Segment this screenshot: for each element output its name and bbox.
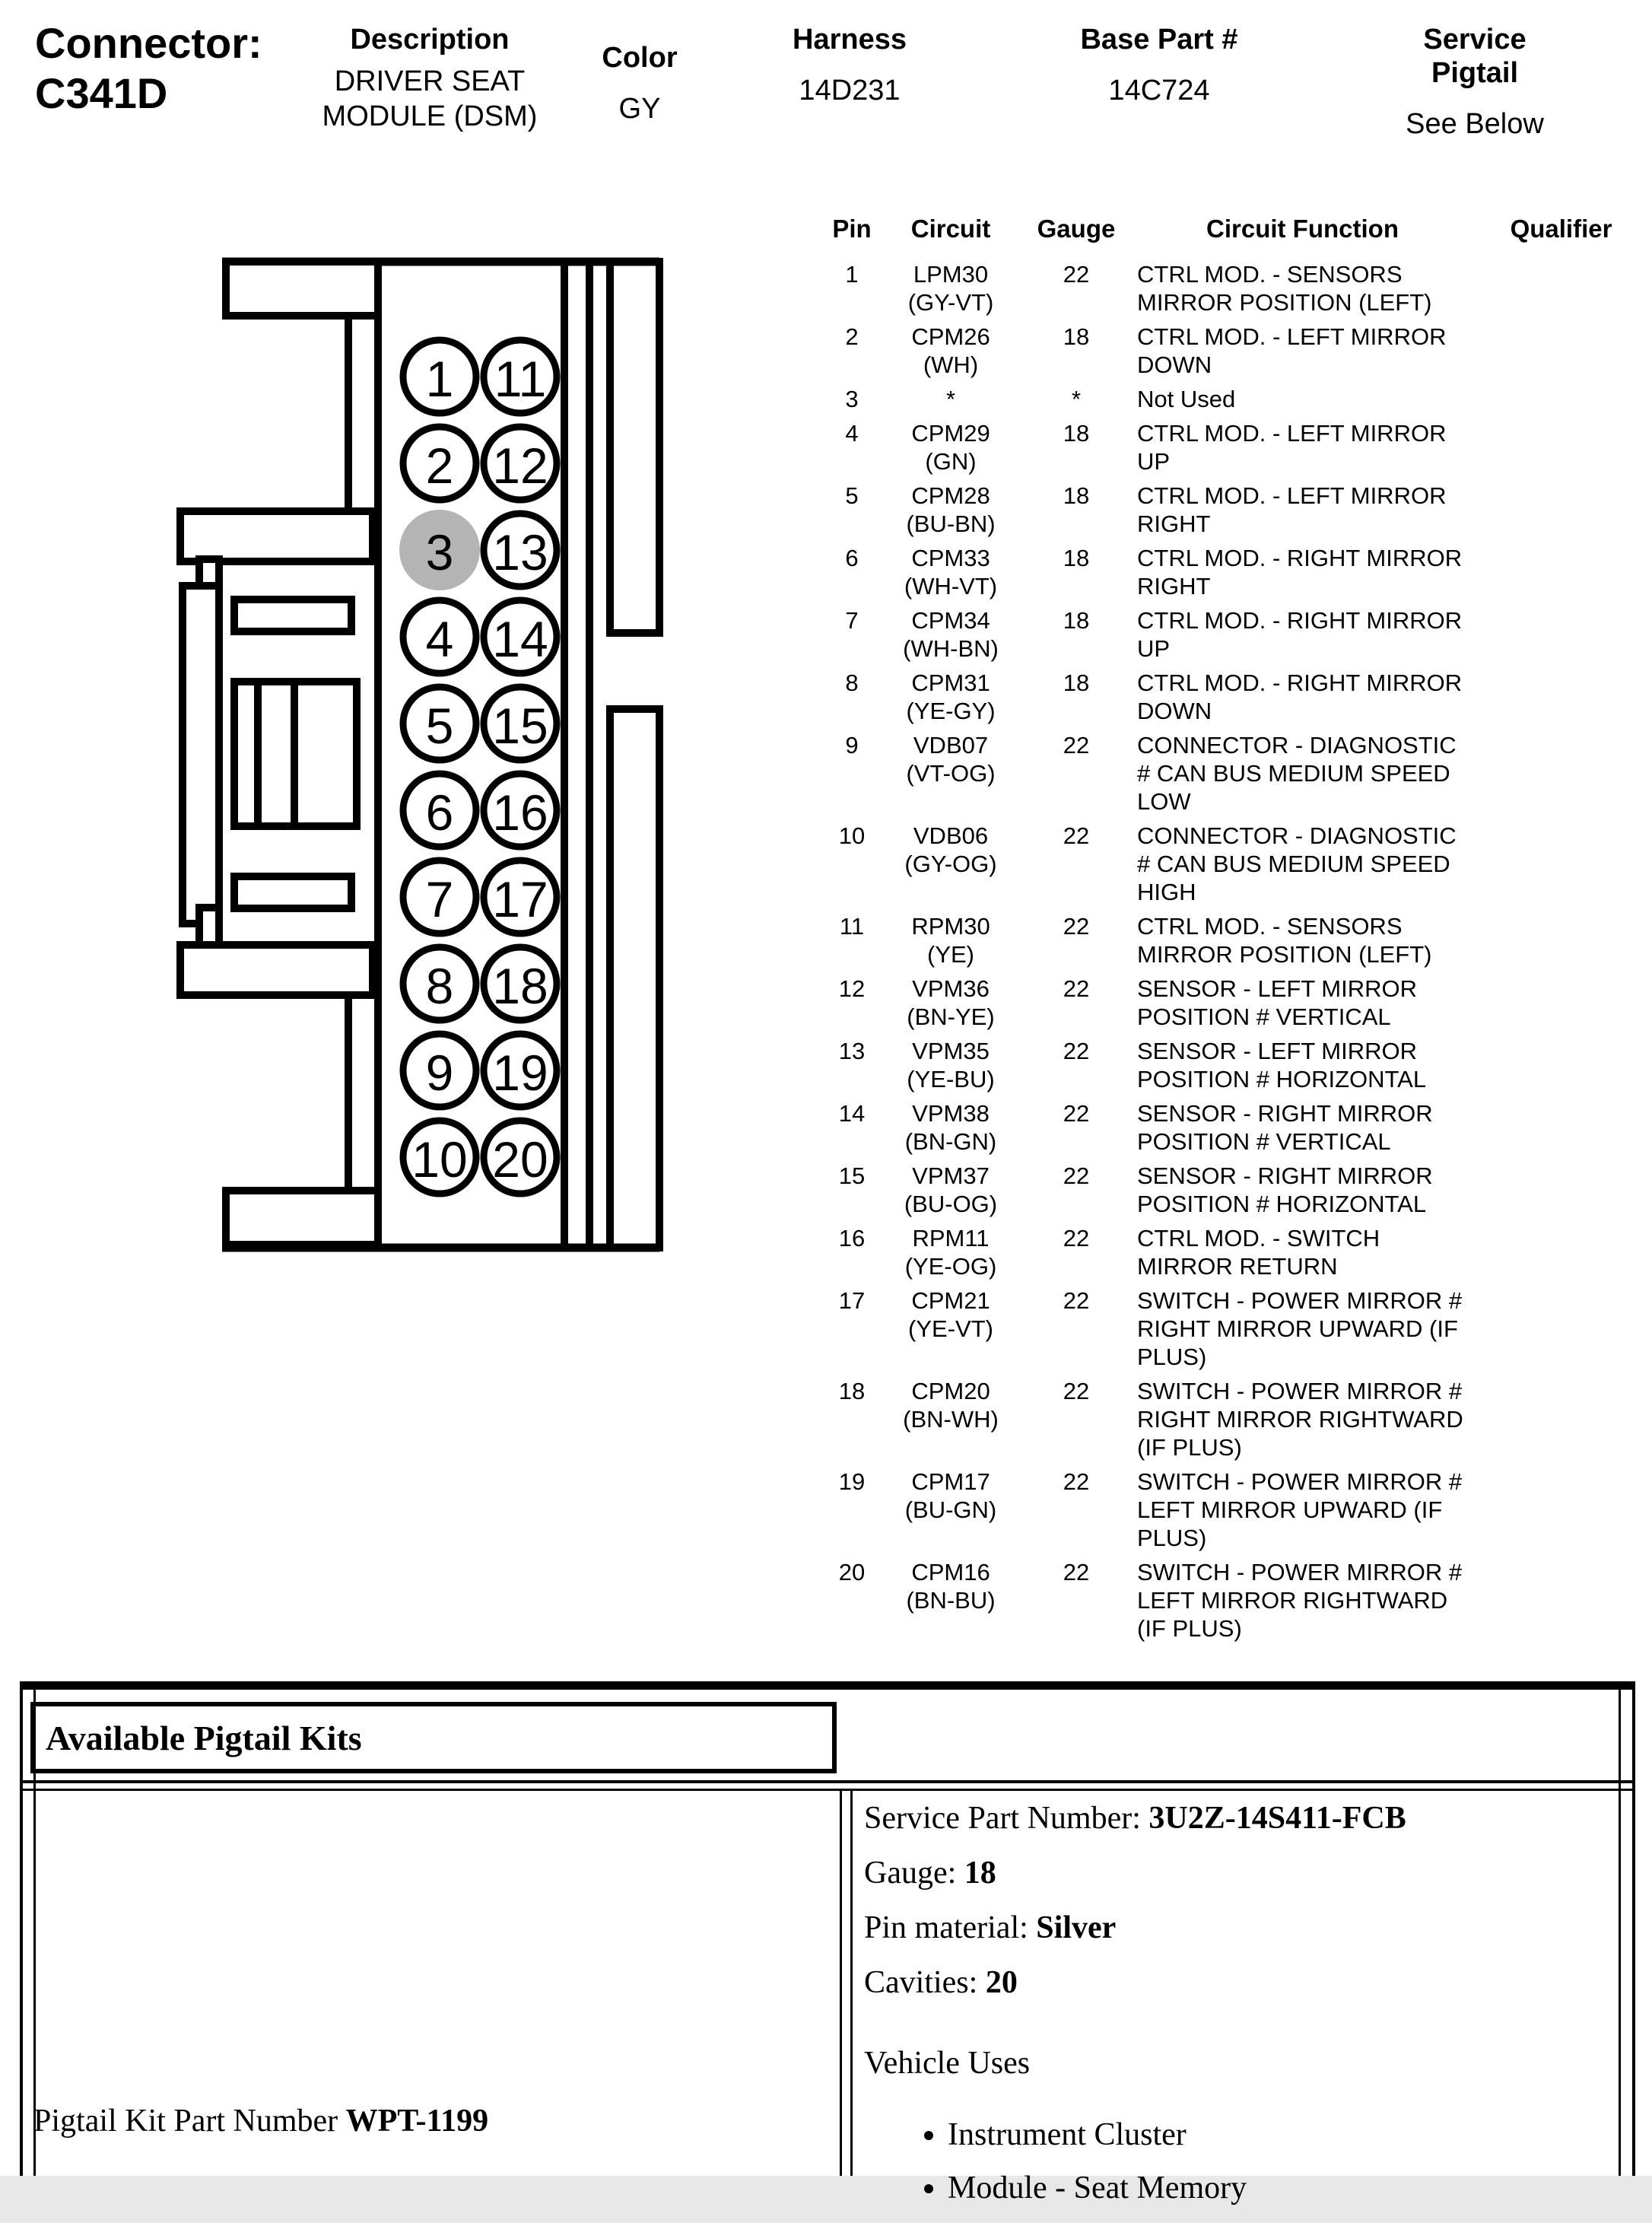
service-pigtail-value: See Below bbox=[1406, 108, 1544, 140]
col-header-function: Circuit Function bbox=[1206, 215, 1399, 243]
circuit-cell bbox=[878, 975, 1023, 1031]
pin-label-14: 14 bbox=[492, 611, 548, 667]
circuit-code: CPM28 bbox=[911, 482, 990, 509]
vehicle-use-item: • Instrument Cluster bbox=[948, 2116, 1609, 2153]
connector-title bbox=[35, 18, 262, 119]
gauge-cell: 22 bbox=[1063, 1225, 1090, 1251]
pin-label-16: 16 bbox=[492, 784, 548, 841]
circuit-function-cell: CTRL MOD. - LEFT MIRROR DOWN bbox=[1137, 323, 1447, 378]
pin-row bbox=[825, 482, 1647, 538]
circuit-code: VPM36 bbox=[912, 975, 990, 1002]
col-header-qualifier: Qualifier bbox=[1510, 215, 1612, 243]
circuit-code: VPM35 bbox=[912, 1038, 990, 1064]
pin-number-cell: 1 bbox=[845, 261, 859, 288]
circuit-cell bbox=[878, 419, 1023, 475]
pin-label-11: 11 bbox=[494, 351, 547, 407]
bottom-tab bbox=[226, 1191, 378, 1245]
service-detail-line bbox=[864, 1800, 1609, 1837]
qualifier-cell bbox=[1476, 669, 1647, 725]
description-value: DRIVER SEAT MODULE (DSM) bbox=[322, 65, 538, 132]
wire-color-code: (YE-GY) bbox=[906, 698, 996, 724]
qualifier-cell bbox=[1476, 323, 1647, 379]
detail-value: 20 bbox=[985, 1965, 1018, 2000]
pin-label-4: 4 bbox=[425, 611, 454, 667]
qualifier-cell bbox=[1476, 419, 1647, 475]
qualifier-cell bbox=[1476, 1558, 1647, 1643]
circuit-code: CPM16 bbox=[911, 1559, 990, 1585]
circuit-cell bbox=[878, 1468, 1023, 1552]
wire-color-code: (VT-OG) bbox=[906, 760, 996, 787]
row-divider-2 bbox=[20, 1789, 1635, 1791]
service-pigtail-label: Service Pigtail bbox=[1423, 24, 1527, 89]
wire-color-code: (GY-VT) bbox=[907, 289, 994, 316]
wire-color-code: (WH) bbox=[923, 351, 979, 378]
harness-label: Harness bbox=[793, 24, 907, 56]
wire-color-code: (BU-BN) bbox=[906, 510, 996, 537]
outer-border-right-2 bbox=[1619, 1690, 1621, 2176]
pin-number-cell: 17 bbox=[838, 1287, 866, 1314]
pin-number-cell: 10 bbox=[838, 822, 866, 849]
pin-label-6: 6 bbox=[425, 784, 454, 841]
circuit-cell bbox=[878, 1558, 1023, 1643]
right-rib-upper bbox=[610, 262, 659, 633]
qualifier-cell bbox=[1476, 482, 1647, 538]
wire-color-code: (WH-VT) bbox=[904, 573, 998, 599]
detail-value: 18 bbox=[964, 1856, 996, 1891]
service-part-details bbox=[864, 1800, 1609, 2001]
pin-row bbox=[825, 323, 1647, 379]
circuit-cell bbox=[878, 1037, 1023, 1093]
circuit-code: RPM30 bbox=[911, 913, 990, 940]
latch-rail-lower bbox=[234, 876, 351, 908]
header-col-service-pigtail bbox=[1387, 23, 1564, 142]
pin-label-12: 12 bbox=[492, 437, 548, 494]
pigtail-kit-part-number: Pigtail Kit Part Number WPT-1199 bbox=[33, 2104, 489, 2139]
service-detail-line bbox=[864, 1964, 1609, 2001]
latch-tall-bar bbox=[183, 586, 219, 924]
header-col-harness bbox=[793, 23, 907, 108]
available-pigtail-kits-title: Available Pigtail Kits bbox=[46, 1718, 362, 1757]
qualifier-cell bbox=[1476, 544, 1647, 600]
gauge-cell: 22 bbox=[1063, 1468, 1090, 1495]
detail-label: Service Part Number: bbox=[864, 1801, 1149, 1836]
gauge-cell: 18 bbox=[1063, 669, 1090, 696]
qualifier-cell bbox=[1476, 912, 1647, 968]
pin-number-cell: 9 bbox=[845, 732, 859, 758]
pin-row bbox=[825, 1099, 1647, 1156]
gauge-cell: 22 bbox=[1063, 1100, 1090, 1127]
gauge-cell: 22 bbox=[1063, 913, 1090, 940]
qualifier-cell bbox=[1476, 1286, 1647, 1371]
column-divider-2 bbox=[850, 1791, 853, 2176]
base-part-label: Base Part # bbox=[1080, 24, 1238, 56]
pin-number-cell: 18 bbox=[838, 1378, 866, 1404]
circuit-function-cell: SENSOR - RIGHT MIRROR POSITION # VERTICAL bbox=[1137, 1100, 1433, 1155]
pin-row bbox=[825, 1224, 1647, 1280]
pigtail-kit-number: WPT-1199 bbox=[345, 2104, 489, 2139]
circuit-function-cell: SENSOR - LEFT MIRROR POSITION # VERTICAL bbox=[1137, 975, 1418, 1030]
circuit-function-cell: CONNECTOR - DIAGNOSTIC # CAN BUS MEDIUM SPEED HIGH bbox=[1137, 822, 1457, 905]
circuit-function-cell: SWITCH - POWER MIRROR # LEFT MIRROR RIGHTWARD (IF PLUS) bbox=[1137, 1559, 1463, 1642]
service-detail-line bbox=[864, 1910, 1609, 1946]
circuit-function-cell: CTRL MOD. - SENSORS MIRROR POSITION (LEFT) bbox=[1137, 913, 1432, 968]
pin-label-19: 19 bbox=[492, 1045, 548, 1101]
qualifier-cell bbox=[1476, 731, 1647, 816]
gauge-cell: 22 bbox=[1063, 1287, 1090, 1314]
detail-label: Gauge: bbox=[864, 1856, 964, 1891]
outer-border-left-1 bbox=[20, 1690, 23, 2176]
gauge-cell: 22 bbox=[1063, 732, 1090, 758]
circuit-cell bbox=[878, 482, 1023, 538]
header-col-base-part bbox=[1080, 23, 1237, 108]
pin-number-cell: 20 bbox=[838, 1559, 866, 1585]
latch-bar-top bbox=[180, 511, 373, 561]
pin-number-cell: 5 bbox=[845, 482, 859, 509]
circuit-cell bbox=[878, 1286, 1023, 1371]
pin-row bbox=[825, 731, 1647, 816]
circuit-cell bbox=[878, 260, 1023, 316]
wire-color-code: (BN-WH) bbox=[903, 1406, 999, 1433]
header-col-color bbox=[602, 41, 677, 126]
pin-number-cell: 14 bbox=[838, 1100, 866, 1127]
wire-color-code: (BN-GN) bbox=[904, 1128, 997, 1155]
gauge-cell: 22 bbox=[1063, 261, 1090, 288]
detail-value: 3U2Z-14S411-FCB bbox=[1148, 1801, 1406, 1836]
circuit-function-cell: CTRL MOD. - RIGHT MIRROR RIGHT bbox=[1137, 545, 1463, 599]
gauge-cell: 22 bbox=[1063, 822, 1090, 849]
pin-number-cell: 7 bbox=[845, 607, 859, 634]
circuit-cell bbox=[878, 1377, 1023, 1461]
circuit-function-cell: CONNECTOR - DIAGNOSTIC # CAN BUS MEDIUM SPEED LOW bbox=[1137, 732, 1457, 815]
pin-number-cell: 19 bbox=[838, 1468, 866, 1495]
gauge-cell: 22 bbox=[1063, 975, 1090, 1002]
qualifier-cell bbox=[1476, 385, 1647, 413]
pin-label-17: 17 bbox=[492, 871, 548, 927]
wire-color-code: (WH-BN) bbox=[903, 635, 999, 662]
vehicle-uses-title: Vehicle Uses bbox=[864, 2046, 1031, 2081]
detail-value: Silver bbox=[1036, 1910, 1117, 1945]
pin-row bbox=[825, 822, 1647, 906]
circuit-code: CPM26 bbox=[911, 323, 990, 350]
circuit-code: CPM33 bbox=[911, 545, 990, 571]
gauge-cell: 18 bbox=[1063, 545, 1090, 571]
pin-row bbox=[825, 1286, 1647, 1371]
latch-bar-bottom bbox=[180, 945, 373, 995]
circuit-cell bbox=[878, 1099, 1023, 1156]
circuit-code: VPM37 bbox=[912, 1162, 990, 1189]
pin-number-cell: 12 bbox=[838, 975, 866, 1002]
circuit-function-cell: SENSOR - RIGHT MIRROR POSITION # HORIZONTAL bbox=[1137, 1162, 1433, 1217]
pin-row bbox=[825, 1558, 1647, 1643]
qualifier-cell bbox=[1476, 1037, 1647, 1093]
qualifier-cell bbox=[1476, 1377, 1647, 1461]
pin-label-2: 2 bbox=[425, 437, 454, 494]
circuit-cell bbox=[878, 544, 1023, 600]
circuit-function-cell: SWITCH - POWER MIRROR # RIGHT MIRROR UPWARD (IF PLUS) bbox=[1137, 1287, 1463, 1370]
pin-label-20: 20 bbox=[492, 1131, 548, 1188]
available-pigtail-kits-box bbox=[30, 1702, 837, 1773]
circuit-code: CPM20 bbox=[911, 1378, 990, 1404]
header-col-description bbox=[322, 23, 538, 134]
circuit-function-cell: CTRL MOD. - LEFT MIRROR UP bbox=[1137, 420, 1447, 475]
harness-value: 14D231 bbox=[799, 75, 901, 107]
qualifier-cell bbox=[1476, 1224, 1647, 1280]
pin-row bbox=[825, 1037, 1647, 1093]
pin-number-cell: 6 bbox=[845, 545, 859, 571]
circuit-function-cell: Not Used bbox=[1137, 386, 1236, 412]
pin-row bbox=[825, 1162, 1647, 1218]
qualifier-cell bbox=[1476, 606, 1647, 663]
circuit-function-cell: SWITCH - POWER MIRROR # RIGHT MIRROR RIGHTWARD (IF PLUS) bbox=[1137, 1378, 1463, 1461]
pin-label-3: 3 bbox=[425, 524, 454, 580]
outer-border-right-1 bbox=[1632, 1690, 1635, 2176]
pin-number-cell: 8 bbox=[845, 669, 859, 696]
gauge-cell: 18 bbox=[1063, 607, 1090, 634]
circuit-function-cell: CTRL MOD. - RIGHT MIRROR DOWN bbox=[1137, 669, 1463, 724]
circuit-code: * bbox=[945, 386, 956, 412]
pin-label-8: 8 bbox=[425, 958, 454, 1014]
gauge-cell: 22 bbox=[1063, 1162, 1090, 1189]
circuit-code: LPM30 bbox=[913, 261, 989, 288]
wire-color-code: (YE-VT) bbox=[908, 1315, 993, 1342]
wire-color-code: (YE) bbox=[927, 941, 974, 968]
gauge-cell: * bbox=[1071, 386, 1082, 412]
gauge-cell: 18 bbox=[1063, 323, 1090, 350]
wire-color-code: (GN) bbox=[925, 448, 977, 475]
circuit-function-cell: CTRL MOD. - LEFT MIRROR RIGHT bbox=[1137, 482, 1447, 537]
gauge-cell: 22 bbox=[1063, 1038, 1090, 1064]
pin-row bbox=[825, 606, 1647, 663]
circuit-code: VPM38 bbox=[912, 1100, 990, 1127]
qualifier-cell bbox=[1476, 822, 1647, 906]
circuit-code: CPM29 bbox=[911, 420, 990, 447]
row-divider-1 bbox=[20, 1780, 1635, 1783]
pin-number-cell: 11 bbox=[839, 913, 865, 940]
vehicle-uses-list bbox=[864, 2116, 1609, 2206]
pin-table bbox=[825, 215, 1647, 1649]
service-detail-line bbox=[864, 1855, 1609, 1891]
latch-rail-upper bbox=[234, 599, 351, 631]
circuit-code: RPM11 bbox=[912, 1225, 990, 1251]
wire-color-code: (BU-OG) bbox=[904, 1191, 998, 1217]
pin-number-cell: 3 bbox=[845, 386, 859, 412]
connector-id: C341D bbox=[35, 69, 168, 117]
qualifier-cell bbox=[1476, 975, 1647, 1031]
pin-label-10: 10 bbox=[411, 1131, 468, 1188]
circuit-function-cell: CTRL MOD. - SENSORS MIRROR POSITION (LEFT) bbox=[1137, 261, 1432, 316]
circuit-code: CPM34 bbox=[911, 607, 990, 634]
pin-table-header bbox=[825, 215, 1647, 243]
pin-label-9: 9 bbox=[425, 1045, 454, 1101]
wire-color-code: (BN-BU) bbox=[906, 1587, 996, 1614]
wire-color-code: (YE-OG) bbox=[904, 1253, 997, 1280]
pin-label-1: 1 bbox=[425, 351, 454, 407]
col-header-gauge: Gauge bbox=[1037, 215, 1116, 243]
wire-color-code: (GY-OG) bbox=[904, 851, 997, 877]
pin-row bbox=[825, 1468, 1647, 1552]
gauge-cell: 18 bbox=[1063, 482, 1090, 509]
pin-number-cell: 2 bbox=[845, 323, 859, 350]
qualifier-cell bbox=[1476, 260, 1647, 316]
connector-diagram bbox=[145, 243, 677, 1263]
detail-label: Pin material: bbox=[864, 1910, 1037, 1945]
connector-label: Connector: bbox=[35, 19, 262, 67]
wire-color-code: (BU-GN) bbox=[904, 1496, 997, 1523]
pin-label-13: 13 bbox=[492, 524, 548, 580]
pin-row bbox=[825, 1377, 1647, 1461]
gauge-cell: 22 bbox=[1063, 1559, 1090, 1585]
circuit-cell bbox=[878, 1162, 1023, 1218]
pin-label-7: 7 bbox=[425, 871, 454, 927]
pin-label-5: 5 bbox=[425, 698, 454, 754]
wire-color-code: (BN-YE) bbox=[907, 1003, 995, 1030]
section-top-rule bbox=[20, 1681, 1635, 1690]
circuit-cell bbox=[878, 912, 1023, 968]
circuit-code: CPM31 bbox=[911, 669, 990, 696]
circuit-cell bbox=[878, 606, 1023, 663]
circuit-cell bbox=[878, 822, 1023, 906]
pin-row bbox=[825, 669, 1647, 725]
circuit-function-cell: SENSOR - LEFT MIRROR POSITION # HORIZONTAL bbox=[1137, 1038, 1427, 1092]
vehicle-use-item: • Module - Seat Memory bbox=[948, 2170, 1609, 2206]
circuit-cell bbox=[878, 731, 1023, 816]
pin-group bbox=[399, 340, 557, 1194]
base-part-value: 14C724 bbox=[1108, 75, 1210, 107]
right-rib-lower bbox=[610, 709, 659, 1248]
circuit-cell bbox=[878, 669, 1023, 725]
gauge-cell: 18 bbox=[1063, 420, 1090, 447]
gauge-cell: 22 bbox=[1063, 1378, 1090, 1404]
top-tab bbox=[226, 262, 378, 316]
color-label: Color bbox=[602, 42, 678, 74]
pin-row bbox=[825, 260, 1647, 316]
detail-label: Cavities: bbox=[864, 1965, 986, 2000]
wire-color-code: (YE-BU) bbox=[907, 1066, 995, 1092]
qualifier-cell bbox=[1476, 1468, 1647, 1552]
description-label: Description bbox=[350, 24, 510, 56]
circuit-code: CPM21 bbox=[911, 1287, 990, 1314]
pin-row bbox=[825, 912, 1647, 968]
pin-row bbox=[825, 975, 1647, 1031]
pin-row bbox=[825, 544, 1647, 600]
service-part-cell bbox=[864, 1800, 1609, 2223]
qualifier-cell bbox=[1476, 1162, 1647, 1218]
pin-number-cell: 16 bbox=[838, 1225, 866, 1251]
column-divider-1 bbox=[840, 1791, 842, 2176]
circuit-code: VDB06 bbox=[913, 822, 989, 849]
pin-number-cell: 13 bbox=[838, 1038, 866, 1064]
pin-number-cell: 15 bbox=[838, 1162, 866, 1189]
qualifier-cell bbox=[1476, 1099, 1647, 1156]
col-header-pin: Pin bbox=[832, 215, 872, 243]
circuit-function-cell: SWITCH - POWER MIRROR # LEFT MIRROR UPWARD (IF PLUS) bbox=[1137, 1468, 1463, 1551]
circuit-code: CPM17 bbox=[911, 1468, 990, 1495]
circuit-function-cell: CTRL MOD. - RIGHT MIRROR UP bbox=[1137, 607, 1463, 662]
pin-number-cell: 4 bbox=[845, 420, 859, 447]
col-header-circuit: Circuit bbox=[910, 215, 991, 243]
pin-label-18: 18 bbox=[492, 958, 548, 1014]
color-value: GY bbox=[618, 93, 661, 125]
pin-row bbox=[825, 419, 1647, 475]
circuit-code: VDB07 bbox=[913, 732, 989, 758]
circuit-cell bbox=[878, 1224, 1023, 1280]
circuit-cell bbox=[878, 323, 1023, 379]
pin-row bbox=[825, 385, 1647, 413]
circuit-function-cell: CTRL MOD. - SWITCH MIRROR RETURN bbox=[1137, 1225, 1380, 1280]
circuit-cell bbox=[878, 385, 1023, 413]
pin-label-15: 15 bbox=[492, 698, 548, 754]
pin-table-rows bbox=[825, 260, 1647, 1643]
